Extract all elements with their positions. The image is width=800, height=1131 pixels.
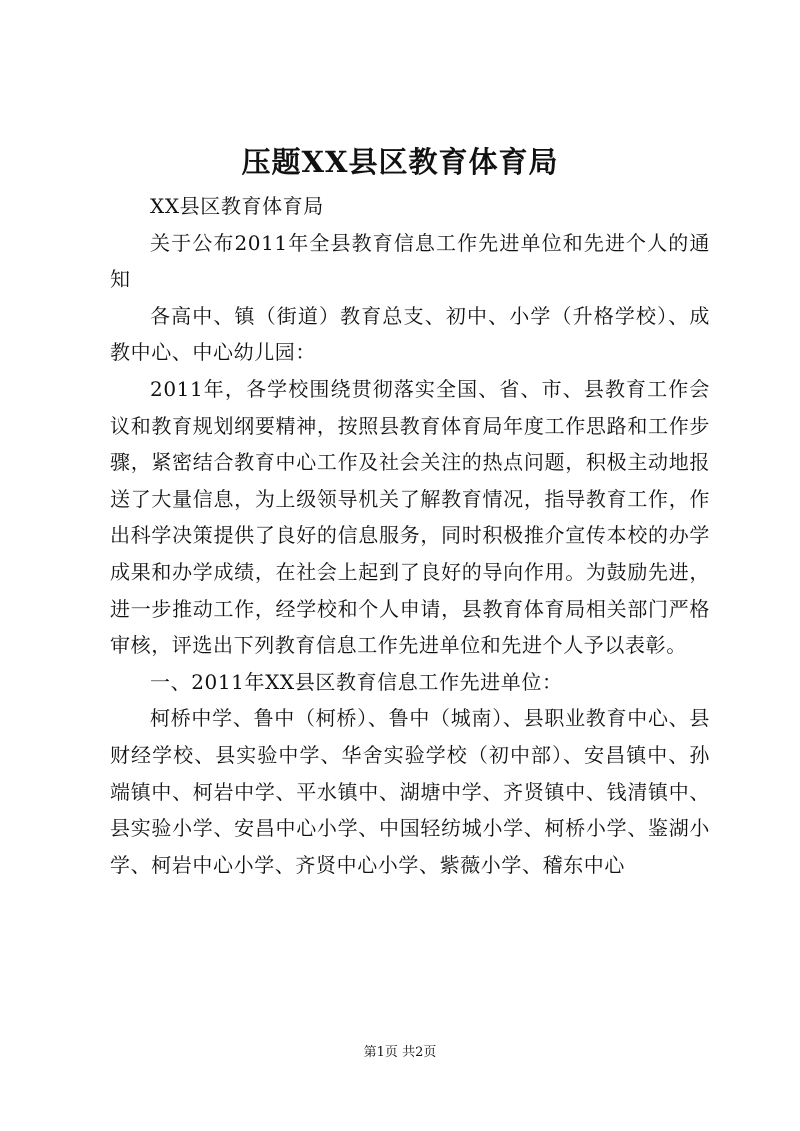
section-heading: 一、2011年XX县区教育信息工作先进单位： (150, 669, 563, 694)
notice-heading: 关于公布2011年全县教育信息工作先进单位和先进个人的通知 (110, 230, 710, 292)
issuer-line: XX县区教育体育局 (150, 194, 324, 218)
document-body (110, 188, 710, 883)
document-title: 压题XX县区教育体育局 (241, 145, 559, 179)
addressee-paragraph: 各高中、镇（街道）教育总支、初中、小学（升格学校）、成教中心、中心幼儿园： (110, 303, 710, 365)
unit-list-paragraph: 柯桥中学、鲁中（柯桥）、鲁中（城南）、县职业教育中心、县财经学校、县实验中学、华舍实验学校（初中部）、安昌镇中、孙端镇中、柯岩中学、平水镇中、湖塘中学、齐贤镇中、钱清镇中、县实验小学、安昌中心小学、中国轻纺城小学、柯桥小学、鉴湖小学、柯岩中心小学、齐贤中心小学、紫薇小学、稽东中心 (110, 706, 710, 877)
body-paragraph: 2011年，各学校围绕贯彻落实全国、省、市、县教育工作会议和教育规划纲要精神，按照县教育体育局年度工作思路和工作步骤，紧密结合教育中心工作及社会关注的热点问题，积极主动地报送了大量信息，为上级领导机关了解教育情况，指导教育工作，作出科学决策提供了良好的信息服务，同时积极推介宣传本校的办学成果和办学成绩，在社会上起到了良好的导向作用。为鼓励先进，进一步推动工作，经学校和个人申请，县教育体育局相关部门严格审核，评选出下列教育信息工作先进单位和先进个人予以表彰。 (110, 376, 710, 658)
page-number: 第1页 (363, 1045, 398, 1060)
page-total: 共2页 (402, 1045, 437, 1060)
page-footer (0, 1043, 800, 1063)
